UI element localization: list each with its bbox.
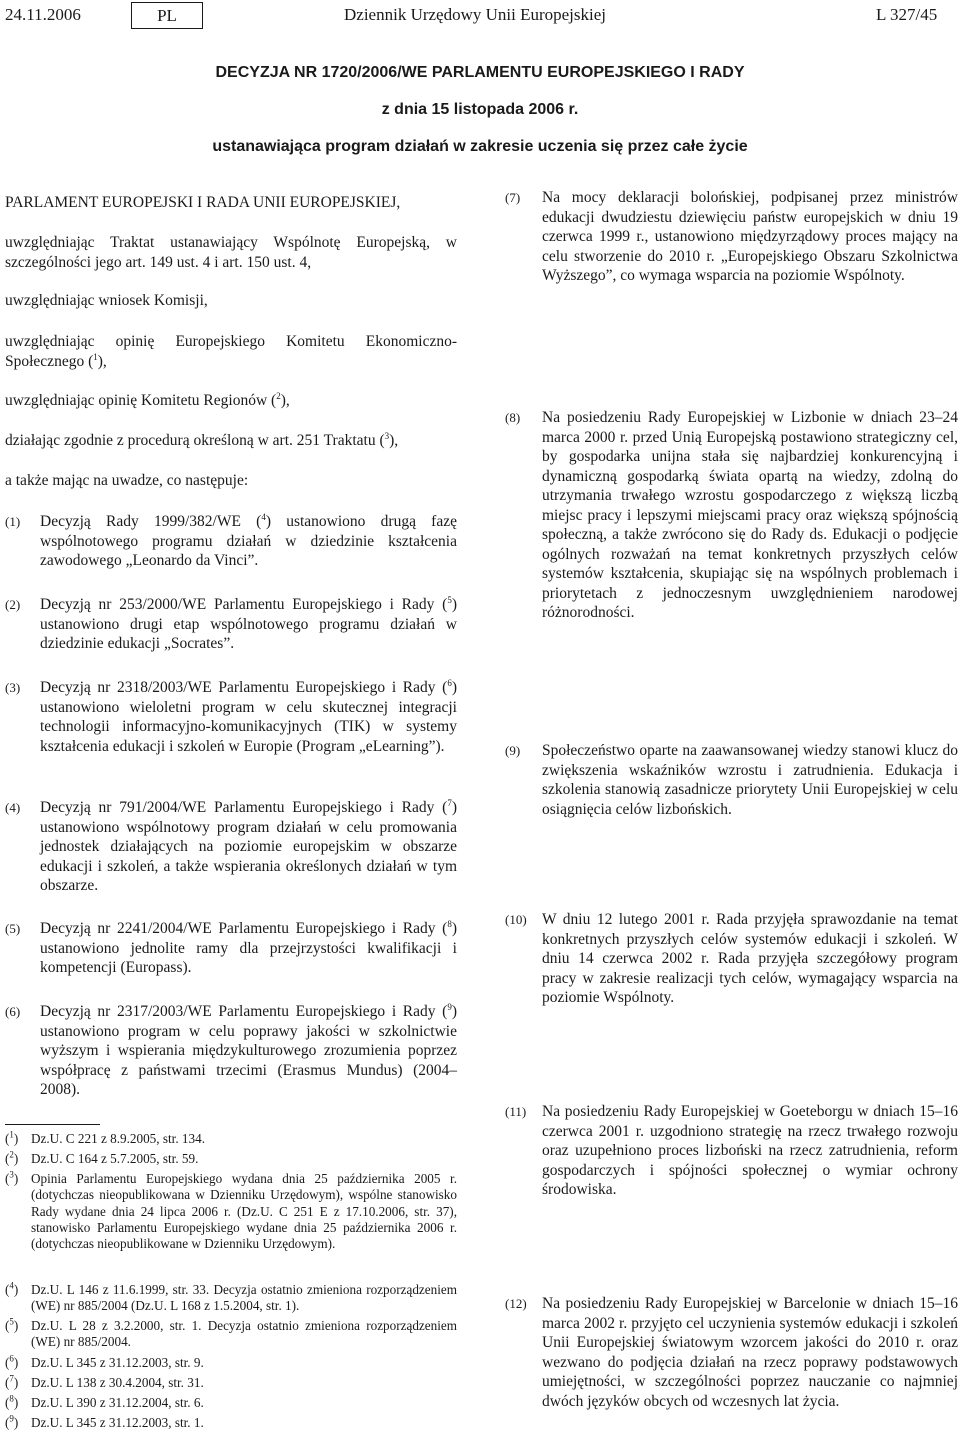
footnote-ref: 8: [447, 918, 452, 929]
footnote-9: ($^9$) Dz.U. L 345 z 31.12.2003, str. 1.: [5, 1413, 204, 1430]
recital-number: (11): [505, 1104, 527, 1119]
recital-number: (5): [5, 921, 21, 936]
recital-7: (7) Na mocy deklaracji bolońskiej, podpisanej przez ministrów edukacji dwudziestu dziewięciu państw europejskich w dniu 19 czerwca 1999 r., ustanowiono międzyrządowy proces mający na celu stworzenie do 2010 r. „Europejskiego Obszaru Szkolnictwa Wyższego”, co wymaga wsparcia na poziomie Wspólnoty.: [505, 189, 958, 284]
recital-number: (6): [5, 1004, 21, 1019]
institution-line: PARLAMENT EUROPEJSKI I RADA UNII EUROPEJSKIEJ,: [5, 194, 401, 211]
footnote-ref: 6: [447, 677, 452, 688]
footnote-4: ($^4$) Dz.U. L 146 z 11.6.1999, str. 33. Decyzja ostatnio zmieniona rozporządzeniem (WE) nr 885/2004 (Dz.U. L 168 z 1.5.2004, str. 1).: [5, 1280, 457, 1314]
recital-number: (10): [505, 912, 527, 927]
recital-number: (8): [505, 410, 521, 425]
journal-name: Dziennik Urzędowy Unii Europejskiej: [344, 5, 607, 24]
recital-2: (2) Decyzją nr 253/2000/WE Parlamentu Europejskiego i Rady ($^5$) ustanowiono drugi etap wspólnotowego programu działań w dziedzinie edukacji „Socrates”.: [5, 594, 457, 652]
recital-number: (9): [505, 743, 521, 758]
citation-treaty: uwzględniając Traktat ustanawiający Wspólnotę Europejską, w szczególności jego art. 149 ust. 4 i art. 150 ust. 4,: [5, 234, 457, 271]
footnote-3: ($^3$) Opinia Parlamentu Europejskiego wydana dnia 25 października 2005 r. (dotychczas nieopublikowana w Dzienniku Urzędowym), wspólne stanowisko Rady wydane dnia 24 lipca 2006 r. (Dz.U. C 251 E z 17.10.2006, str. 37), stanowisko Parlamentu Europejskiego wydane dnia 25 października 2006 r. (dotychczas nieopublikowane w Dzienniku Urzędowym).: [5, 1169, 457, 1252]
footnote-ref: 5: [447, 594, 452, 605]
footnote-2: ($^2$) Dz.U. C 164 z 5.7.2005, str. 59.: [5, 1149, 199, 1166]
footnote-ref: 3: [384, 430, 390, 441]
recital-number: (12): [505, 1296, 527, 1311]
recital-6: (6) Decyzją nr 2317/2003/WE Parlamentu Europejskiego i Rady ($^9$) ustanowiono program w celu poprawy jakości w szkolnictwie wyższym i wspierania międzykulturowego zrozumienia poprzez współpracę z państwami trzecimi (Erasmus Mundus) (2004–2008).: [5, 1001, 457, 1098]
footnote-ref: 9: [447, 1001, 452, 1012]
recital-1: (1) Decyzją Rady 1999/382/WE ($^4$) ustanowiono drugą fazę wspólnotowego programu działań w dziedzinie kształcenia zawodowego „Leonardo da Vinci”.: [5, 511, 457, 569]
footnote-ref: 7: [447, 797, 452, 808]
footnote-8: ($^8$) Dz.U. L 390 z 31.12.2004, str. 6.: [5, 1393, 204, 1410]
whereas-intro: a także mając na uwadze, co następuje:: [5, 472, 249, 489]
footnote-5: ($^5$) Dz.U. L 28 z 3.2.2000, str. 1. Decyzja ostatnio zmieniona rozporządzeniem (WE) nr 885/2004.: [5, 1316, 457, 1350]
recital-number: (3): [5, 680, 21, 695]
recital-number: (7): [505, 190, 521, 205]
citation-cor: uwzględniając opinię Komitetu Regionów ($^2$),: [5, 390, 290, 409]
footnote-ref: 4: [261, 511, 266, 522]
recital-4: (4) Decyzją nr 791/2004/WE Parlamentu Europejskiego i Rady ($^7$) ustanowiono wspólnotowy program działań w celu promowania jednostek działających na poziomie europejskim w obszarze edukacji i szkoleń, a także wspierania określonych działań w tym obszarze.: [5, 797, 457, 894]
recital-number: (4): [5, 800, 21, 815]
recital-5: (5) Decyzją nr 2241/2004/WE Parlamentu Europejskiego i Rady ($^8$) ustanowiono jednolite ramy dla przejrzystości kwalifikacji i kompetencji (Europass).: [5, 918, 457, 976]
recital-number: (2): [5, 597, 21, 612]
footnote-7: ($^7$) Dz.U. L 138 z 30.4.2004, str. 31.: [5, 1373, 204, 1390]
decision-subject: ustanawiająca program działań w zakresie uczenia się przez całe życie: [212, 138, 748, 155]
decision-date: z dnia 15 listopada 2006 r.: [381, 101, 579, 118]
recital-3: (3) Decyzją nr 2318/2003/WE Parlamentu Europejskiego i Rady ($^6$) ustanowiono wieloletni program w celu skutecznej integracji technologii informacyjno-komunikacyjnych (TIK) w systemy kształcenia edukacji i szkoleń w Europie (Program „eLearning”).: [5, 677, 457, 755]
footnote-separator: [5, 1124, 100, 1125]
citation-esc: uwzględniając opinię Europejskiego Komitetu Ekonomiczno-Społecznego ($^1$),: [5, 333, 457, 370]
language-badge: PL: [131, 2, 203, 29]
recital-10: (10) W dniu 12 lutego 2001 r. Rada przyjęła sprawozdanie na temat konkretnych przyszłych celów systemów edukacji i szkoleń. W dniu 14 czerwca 2002 r. Rada przyjęła szczegółowy program pracy w zakresie realizacji tych celów, wymagający wsparcia na poziomie Wspólnoty.: [505, 911, 958, 1006]
recital-12: (12) Na posiedzeniu Rady Europejskiej w Barcelonie w dniach 15–16 marca 2002 r. przyjęto cel uczynienia systemów edukacji i szkoleń Unii Europejskiej światowym wzorcem jakości do 2010 r. oraz wezwano do podjęcia działań na rzecz poprawy podstawowych umiejętności, w szczególności poprzez nauczanie co najmniej dwóch języków obcych od wczesnych lat życia.: [505, 1295, 958, 1410]
recital-number: (1): [5, 514, 21, 529]
decision-title: DECYZJA NR 1720/2006/WE PARLAMENTU EUROPEJSKIEGO I RADY: [215, 64, 745, 81]
recital-11: (11) Na posiedzeniu Rady Europejskiej w Goeteborgu w dniach 15–16 czerwca 2001 r. uzgodniono strategię na rzecz trwałego rozwoju oraz uzupełniono proces lizboński na rzecz zatrudnienia, reform gospodarczych i spójności społecznej o wymiar ochrony środowiska.: [505, 1103, 958, 1198]
footnote-6: ($^6$) Dz.U. L 345 z 31.12.2003, str. 9.: [5, 1353, 204, 1370]
recital-8: (8) Na posiedzeniu Rady Europejskiej w Lizbonie w dniach 23–24 marca 2000 r. przed Unią Europejską postawiono strategiczny cel, by gospodarka unijna stała się najbardziej konkurencyjną i dynamiczną gospodarką świata opartą na wiedzy, zdolną do utrzymania trwałego wzrostu gospodarczego z większą liczbą miejsc pracy i lepszymi miejscami pracy oraz większą spójnością społeczną, a także zwrócono się do Rady ds. Edukacji o podjęcie ogólnych rozważań na temat konkretnych przyszłych celów systemów kształcenia, skupiając się na wspólnych problemach i priorytetach z jednoczesnym uwzględnieniem narodowej różnorodności.: [505, 409, 958, 621]
footnote-ref: 2: [276, 390, 281, 401]
publication-date: 24.11.2006: [5, 5, 81, 24]
footnote-ref: 1: [93, 351, 98, 362]
citation-procedure: działając zgodnie z procedurą określoną w art. 251 Traktatu ($^3$),: [5, 430, 399, 449]
page-reference: L 327/45: [876, 5, 938, 24]
footnote-1: ($^1$) Dz.U. C 221 z 8.9.2005, str. 134.: [5, 1129, 205, 1146]
citation-commission: uwzględniając wniosek Komisji,: [5, 292, 208, 309]
recital-9: (9) Społeczeństwo oparte na zaawansowanej wiedzy stanowi klucz do zwiększenia wskaźników wzrostu i zatrudnienia. Edukacja i szkolenia stanowią zasadnicze priorytety Unii Europejskiej w celu osiągnięcia celów lizbońskich.: [505, 742, 958, 818]
